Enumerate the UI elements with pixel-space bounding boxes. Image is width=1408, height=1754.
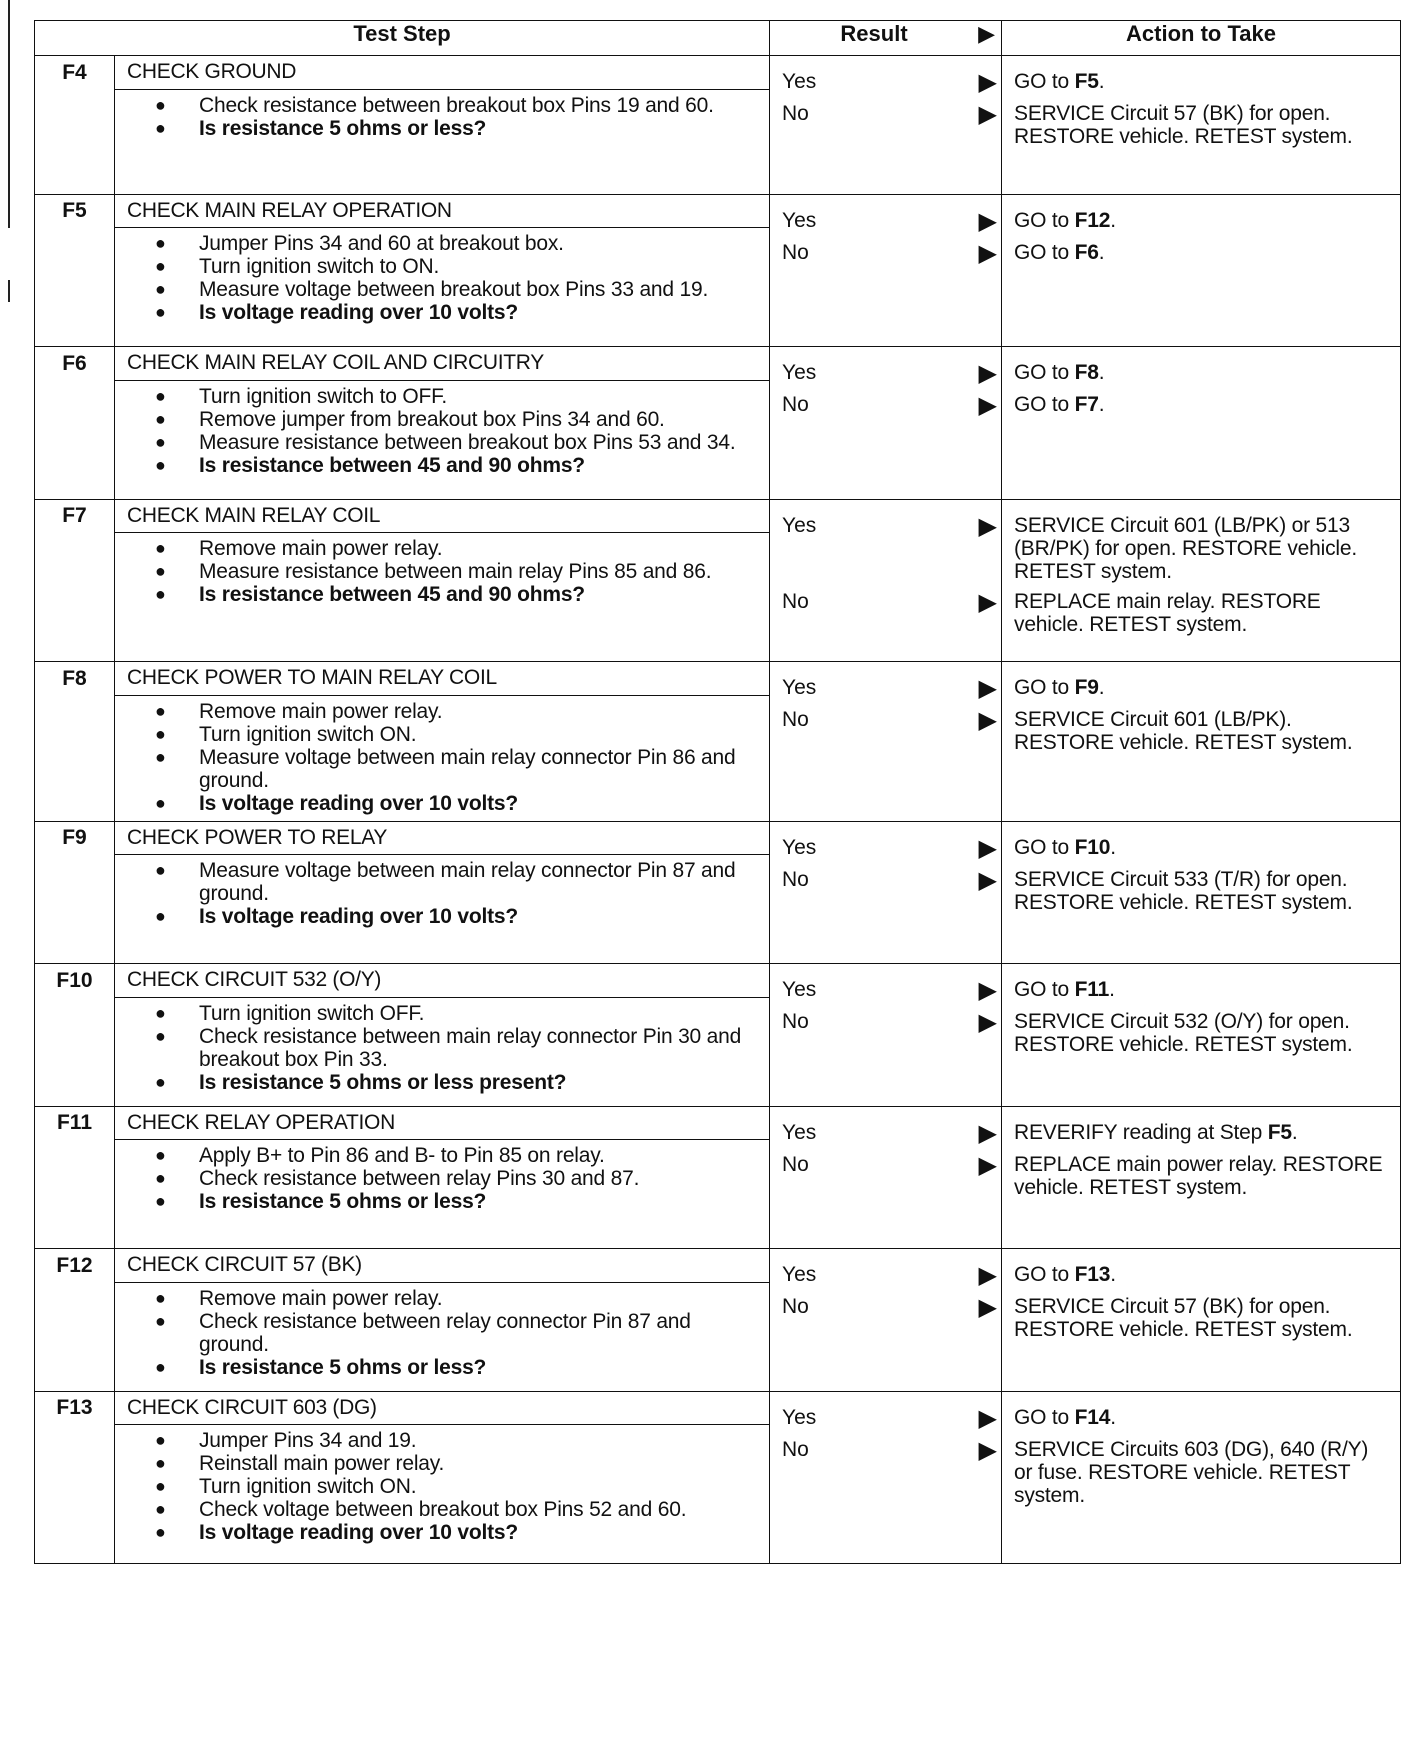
- action-text: [1014, 1010, 1390, 1056]
- step-id-spacer: [35, 997, 115, 1106]
- result-line: [782, 836, 997, 860]
- action-text: [1014, 676, 1390, 699]
- action-text: [1014, 241, 1390, 264]
- action-text-tail: .: [1098, 393, 1105, 416]
- result-cell: [770, 56, 1002, 195]
- instruction-list: [115, 700, 769, 815]
- step-title-row: [35, 662, 1401, 696]
- step-instructions: [115, 695, 770, 821]
- arrow-icon: ▶: [978, 392, 998, 419]
- action-step-ref: F8: [1074, 361, 1099, 384]
- instruction-list: [115, 94, 769, 140]
- step-question: ● Is voltage reading over 10 volts?: [199, 792, 759, 815]
- instruction-item: ● Check resistance between main relay connector Pin 30 and breakout box Pin 33.: [199, 1025, 759, 1071]
- action-text-main: SERVICE Circuits 603 (DG), 640 (R/Y) or fuse. RESTORE vehicle. RETEST system.: [1014, 1437, 1369, 1507]
- arrow-icon: ▶: [978, 360, 998, 387]
- result-header: [770, 21, 1002, 56]
- instruction-item: ● Turn ignition switch ON.: [199, 1475, 759, 1498]
- arrow-icon: ▶: [978, 1404, 998, 1432]
- step-instructions: [115, 1425, 770, 1564]
- result-line: [782, 1153, 997, 1177]
- result-cell: [770, 821, 1002, 964]
- step-title-row: [35, 499, 1401, 533]
- step-title-row: [35, 821, 1401, 855]
- instruction-list: [115, 1429, 769, 1544]
- page-edge-line: [8, 0, 10, 228]
- step-title-row: [35, 56, 1401, 90]
- action-text-main: SERVICE Circuit 601 (LB/PK) or 513 (BR/PK) for open. RESTORE vehicle. RETEST system.: [1014, 513, 1357, 583]
- instruction-item: ● Remove jumper from breakout box Pins 34 and 60.: [199, 408, 759, 431]
- action-text-tail: .: [1098, 240, 1105, 264]
- step-instructions: [115, 228, 770, 347]
- action-text-main: GO to: [1014, 1405, 1075, 1429]
- action-step-ref: F7: [1074, 393, 1099, 416]
- action-text-tail: .: [1098, 70, 1105, 93]
- action-step-ref: F5: [1074, 70, 1099, 93]
- action-text-main: REPLACE main relay. RESTORE vehicle. RETEST system.: [1014, 589, 1321, 636]
- table-header-row: [35, 21, 1401, 56]
- action-text-main: GO to: [1014, 393, 1075, 416]
- action-text-tail: .: [1110, 1263, 1116, 1286]
- arrow-icon: ▶: [978, 675, 998, 702]
- instruction-item: ● Turn ignition switch to OFF.: [199, 385, 759, 408]
- action-text: [1014, 1406, 1390, 1429]
- step-question: ● Is voltage reading over 10 volts?: [199, 301, 759, 324]
- step-question: ● Is resistance between 45 and 90 ohms?: [199, 454, 759, 477]
- result-cell: [770, 347, 1002, 500]
- instruction-item: ● Apply B+ to Pin 86 and B- to Pin 85 on relay.: [199, 1144, 759, 1167]
- action-cell: [1002, 1106, 1401, 1249]
- result-label: Yes: [782, 978, 817, 1001]
- arrow-icon: ▶: [978, 866, 998, 894]
- instruction-item: ● Turn ignition switch OFF.: [199, 1002, 759, 1025]
- result-line: [782, 241, 997, 265]
- step-id-spacer: [35, 1425, 115, 1564]
- step-title: CHECK MAIN RELAY OPERATION: [115, 194, 770, 228]
- step-title: CHECK GROUND: [115, 56, 770, 90]
- step-question: ● Is resistance 5 ohms or less present?: [199, 1071, 759, 1094]
- action-text: [1014, 868, 1390, 914]
- action-text-tail: .: [1109, 978, 1115, 1001]
- arrow-icon: ▶: [978, 101, 998, 128]
- step-id: F6: [35, 347, 115, 381]
- step-question: ● Is resistance 5 ohms or less?: [199, 117, 759, 140]
- step-question: ● Is voltage reading over 10 volts?: [199, 905, 759, 928]
- result-line: [782, 590, 997, 614]
- action-text: [1014, 708, 1390, 754]
- action-text: [1014, 1438, 1390, 1507]
- instruction-item: ● Turn ignition switch to ON.: [199, 255, 759, 278]
- instruction-list: [115, 859, 769, 928]
- action-text-tail: .: [1110, 835, 1116, 859]
- arrow-icon: ▶: [978, 239, 998, 267]
- action-cell: [1002, 662, 1401, 822]
- result-line: [782, 1121, 997, 1145]
- step-id-spacer: [35, 1282, 115, 1391]
- result-label: Yes: [782, 676, 817, 699]
- action-text: [1014, 1121, 1390, 1144]
- result-line: [782, 70, 997, 94]
- step-title: CHECK CIRCUIT 603 (DG): [115, 1391, 770, 1425]
- instruction-item: ● Turn ignition switch ON.: [199, 723, 759, 746]
- action-text: [1014, 209, 1390, 232]
- step-id-spacer: [35, 380, 115, 499]
- result-label: Yes: [782, 1405, 817, 1429]
- action-cell: [1002, 964, 1401, 1107]
- step-id: F11: [35, 1106, 115, 1140]
- arrow-icon: ▶: [978, 1294, 998, 1321]
- step-id: F12: [35, 1249, 115, 1283]
- action-text-main: SERVICE Circuit 601 (LB/PK). RESTORE vehicle. RETEST system.: [1014, 708, 1353, 754]
- step-instructions: [115, 533, 770, 662]
- action-step-ref: F12: [1074, 208, 1111, 232]
- action-text-tail: .: [1098, 676, 1105, 699]
- result-line: [782, 361, 997, 385]
- arrow-icon: ▶: [978, 1009, 998, 1036]
- arrow-icon: ▶: [978, 512, 998, 540]
- result-line: [782, 514, 997, 538]
- step-instructions: [115, 1282, 770, 1391]
- instruction-item: ● Jumper Pins 34 and 19.: [199, 1429, 759, 1452]
- step-instructions: [115, 855, 770, 964]
- instruction-item: ● Check resistance between relay Pins 30 and 87.: [199, 1167, 759, 1190]
- step-id: F13: [35, 1391, 115, 1425]
- diagnostic-table: [34, 20, 1401, 1564]
- arrow-icon: ▶: [978, 1262, 998, 1289]
- instruction-list: [115, 537, 769, 606]
- step-id-spacer: [35, 855, 115, 964]
- test-step-header: Test Step: [35, 21, 770, 56]
- action-text-main: SERVICE Circuit 57 (BK) for open. RESTORE vehicle. RETEST system.: [1014, 1295, 1353, 1341]
- result-label: No: [782, 393, 809, 416]
- arrow-icon: ▶: [978, 207, 998, 235]
- action-text: [1014, 1263, 1390, 1286]
- action-text: [1014, 70, 1390, 93]
- instruction-item: ● Measure resistance between breakout box Pins 53 and 34.: [199, 431, 759, 454]
- action-text-main: GO to: [1014, 835, 1075, 859]
- step-title: CHECK RELAY OPERATION: [115, 1106, 770, 1140]
- result-label: No: [782, 1437, 809, 1461]
- result-cell: [770, 1391, 1002, 1564]
- instruction-item: ● Reinstall main power relay.: [199, 1452, 759, 1475]
- action-cell: [1002, 1249, 1401, 1392]
- result-label: No: [782, 589, 809, 613]
- instruction-item: ● Measure resistance between main relay Pins 85 and 86.: [199, 560, 759, 583]
- page-edge-line: [8, 280, 10, 302]
- step-id: F4: [35, 56, 115, 90]
- result-line: [782, 868, 997, 892]
- action-text-tail: .: [1291, 1120, 1298, 1144]
- step-id: F9: [35, 821, 115, 855]
- action-text-main: GO to: [1014, 978, 1075, 1001]
- action-cell: [1002, 194, 1401, 347]
- action-text: [1014, 590, 1390, 636]
- step-title: CHECK MAIN RELAY COIL: [115, 499, 770, 533]
- result-cell: [770, 1249, 1002, 1392]
- arrow-icon: ▶: [978, 834, 998, 862]
- result-cell: [770, 499, 1002, 662]
- result-line: [782, 1438, 997, 1462]
- arrow-icon: ▶: [978, 69, 998, 96]
- step-id-spacer: [35, 228, 115, 347]
- instruction-list: [115, 1287, 769, 1379]
- action-text: [1014, 361, 1390, 384]
- step-question: ● Is voltage reading over 10 volts?: [199, 1521, 759, 1544]
- result-line: [782, 978, 997, 1002]
- action-text-main: GO to: [1014, 676, 1075, 699]
- result-cell: [770, 964, 1002, 1107]
- result-label: Yes: [782, 513, 817, 537]
- action-text-main: GO to: [1014, 240, 1075, 264]
- action-text: [1014, 102, 1390, 148]
- action-text-main: GO to: [1014, 1263, 1075, 1286]
- action-text-tail: .: [1110, 208, 1116, 232]
- action-text: [1014, 393, 1390, 416]
- action-text-main: SERVICE Circuit 533 (T/R) for open. RESTORE vehicle. RETEST system.: [1014, 867, 1353, 914]
- instruction-item: ● Measure voltage between breakout box Pins 33 and 19.: [199, 278, 759, 301]
- step-title-row: [35, 194, 1401, 228]
- action-text-main: SERVICE Circuit 532 (O/Y) for open. RESTORE vehicle. RETEST system.: [1014, 1010, 1353, 1056]
- result-line: [782, 1010, 997, 1034]
- instruction-item: ● Check resistance between relay connector Pin 87 and ground.: [199, 1310, 759, 1356]
- step-question: ● Is resistance 5 ohms or less?: [199, 1190, 759, 1213]
- action-step-ref: F5: [1267, 1120, 1292, 1144]
- arrow-icon: ▶: [978, 588, 998, 616]
- action-header: Action to Take: [1002, 21, 1401, 56]
- result-header-label: Result: [840, 21, 908, 46]
- step-instructions: [115, 89, 770, 194]
- action-step-ref: F13: [1074, 1263, 1111, 1286]
- result-line: [782, 393, 997, 417]
- result-label: No: [782, 240, 809, 264]
- result-line: [782, 1406, 997, 1430]
- step-question: ● Is resistance 5 ohms or less?: [199, 1356, 759, 1379]
- result-label: No: [782, 708, 809, 731]
- step-title: CHECK POWER TO RELAY: [115, 821, 770, 855]
- action-text: [1014, 514, 1390, 583]
- instruction-item: ● Jumper Pins 34 and 60 at breakout box.: [199, 232, 759, 255]
- instruction-item: ● Remove main power relay.: [199, 700, 759, 723]
- action-text: [1014, 1295, 1390, 1341]
- action-cell: [1002, 56, 1401, 195]
- instruction-item: ● Remove main power relay.: [199, 537, 759, 560]
- instruction-list: [115, 1144, 769, 1213]
- instruction-item: ● Remove main power relay.: [199, 1287, 759, 1310]
- result-line: [782, 1263, 997, 1287]
- step-id: F10: [35, 964, 115, 998]
- step-title-row: [35, 1391, 1401, 1425]
- result-cell: [770, 662, 1002, 822]
- result-label: Yes: [782, 70, 817, 93]
- arrow-icon: ▶: [978, 977, 998, 1004]
- action-text-main: REVERIFY reading at Step: [1014, 1120, 1268, 1144]
- instruction-item: ● Check resistance between breakout box Pins 19 and 60.: [199, 94, 759, 117]
- step-title-row: [35, 1106, 1401, 1140]
- step-id: F5: [35, 194, 115, 228]
- result-label: No: [782, 867, 809, 891]
- result-label: Yes: [782, 361, 817, 384]
- arrow-icon: ▶: [978, 707, 998, 734]
- action-step-ref: F6: [1074, 240, 1099, 264]
- result-label: Yes: [782, 208, 817, 232]
- action-cell: [1002, 499, 1401, 662]
- action-step-ref: F11: [1074, 978, 1110, 1001]
- arrow-icon: ▶: [978, 21, 996, 46]
- step-title: CHECK CIRCUIT 532 (O/Y): [115, 964, 770, 998]
- result-line: [782, 209, 997, 233]
- result-label: Yes: [782, 1263, 817, 1286]
- action-cell: [1002, 821, 1401, 964]
- instruction-list: [115, 1002, 769, 1094]
- result-line: [782, 676, 997, 700]
- step-title-row: [35, 347, 1401, 381]
- action-text: [1014, 1153, 1390, 1199]
- step-id-spacer: [35, 695, 115, 821]
- result-label: No: [782, 1152, 809, 1176]
- result-label: No: [782, 1010, 809, 1033]
- action-step-ref: F14: [1074, 1405, 1111, 1429]
- instruction-list: [115, 232, 769, 324]
- step-title-row: [35, 964, 1401, 998]
- result-label: Yes: [782, 835, 817, 859]
- action-text: [1014, 978, 1390, 1001]
- step-instructions: [115, 1140, 770, 1249]
- instruction-list: [115, 385, 769, 477]
- action-text: [1014, 836, 1390, 859]
- arrow-icon: ▶: [978, 1151, 998, 1179]
- table-body: [35, 56, 1401, 1564]
- result-line: [782, 1295, 997, 1319]
- step-title: CHECK CIRCUIT 57 (BK): [115, 1249, 770, 1283]
- step-id: F7: [35, 499, 115, 533]
- action-text-tail: .: [1098, 361, 1105, 384]
- action-cell: [1002, 347, 1401, 500]
- step-question: ● Is resistance between 45 and 90 ohms?: [199, 583, 759, 606]
- arrow-icon: ▶: [978, 1119, 998, 1147]
- instruction-item: ● Measure voltage between main relay connector Pin 87 and ground.: [199, 859, 759, 905]
- instruction-item: ● Check voltage between breakout box Pins 52 and 60.: [199, 1498, 759, 1521]
- step-title-row: [35, 1249, 1401, 1283]
- action-text-tail: .: [1110, 1405, 1116, 1429]
- step-id-spacer: [35, 533, 115, 662]
- step-id: F8: [35, 662, 115, 696]
- result-cell: [770, 194, 1002, 347]
- step-title: CHECK MAIN RELAY COIL AND CIRCUITRY: [115, 347, 770, 381]
- action-text-main: SERVICE Circuit 57 (BK) for open. RESTORE vehicle. RETEST system.: [1014, 102, 1353, 148]
- result-label: Yes: [782, 1120, 817, 1144]
- step-id-spacer: [35, 89, 115, 194]
- step-title: CHECK POWER TO MAIN RELAY COIL: [115, 662, 770, 696]
- step-instructions: [115, 380, 770, 499]
- result-line: [782, 708, 997, 732]
- result-cell: [770, 1106, 1002, 1249]
- step-id-spacer: [35, 1140, 115, 1249]
- action-text-main: REPLACE main power relay. RESTORE vehicle. RETEST system.: [1014, 1152, 1383, 1199]
- arrow-icon: ▶: [978, 1436, 998, 1464]
- action-text-main: GO to: [1014, 70, 1075, 93]
- result-label: No: [782, 102, 809, 125]
- result-label: No: [782, 1295, 809, 1318]
- action-cell: [1002, 1391, 1401, 1564]
- action-step-ref: F9: [1074, 676, 1099, 699]
- action-text-main: GO to: [1014, 208, 1075, 232]
- action-step-ref: F10: [1074, 835, 1111, 859]
- step-instructions: [115, 997, 770, 1106]
- result-line: [782, 102, 997, 126]
- instruction-item: ● Measure voltage between main relay connector Pin 86 and ground.: [199, 746, 759, 792]
- action-text-main: GO to: [1014, 361, 1075, 384]
